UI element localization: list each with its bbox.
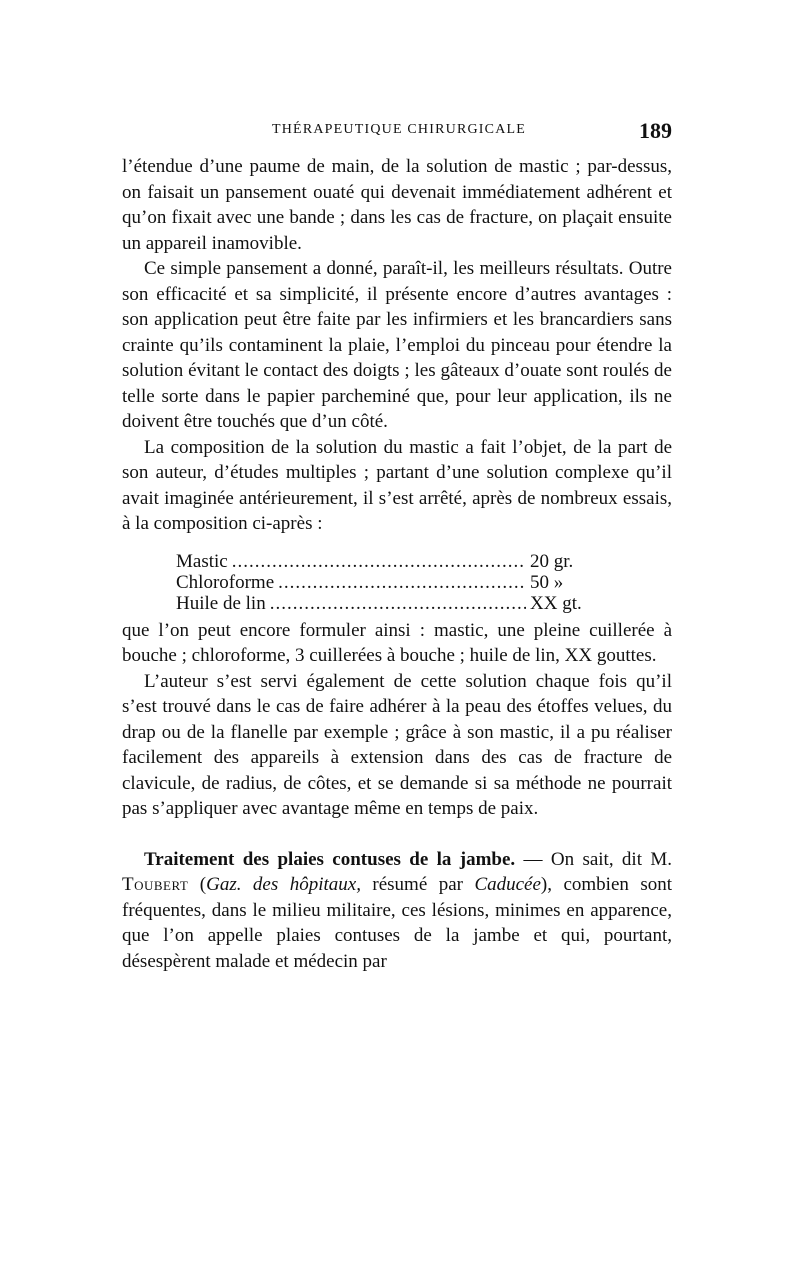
journal-title: Gaz. des hôpitaux, bbox=[206, 874, 361, 895]
recipe-quantity: XX gt. bbox=[530, 592, 582, 614]
recipe-ingredient: Huile de lin bbox=[176, 592, 266, 614]
paragraph-4: que l’on peut encore formuler ainsi : mastic, une pleine cuillerée à bouche ; chloroforme, 3 cuillerées à bouche ; huile de lin, XX gouttes. bbox=[122, 619, 672, 666]
recipe-quantity: 50 » bbox=[530, 571, 564, 593]
recipe-ingredient: Chloroforme bbox=[176, 571, 275, 593]
section-text: ), combien sont fréquentes, dans le milieu militaire, ces lésions, minimes en apparence, que l’on appelle plaies contuses de la jambe et qui, pourtant, désespèrent malade et médecin par bbox=[122, 874, 672, 972]
paragraph-1: l’étendue d’une paume de main, de la solution de mastic ; par-dessus, on faisait un pansement ouaté qui devenait immédiatement adhérent et qu’on fixait avec une bande ; dans les cas de fracture, on plaçait ensuite un appareil inamovible. bbox=[122, 156, 672, 254]
recipe-list bbox=[176, 551, 586, 614]
paragraph-3: La composition de la solution du mastic a fait l’objet, de la part de son auteur, d’études multiples ; partant d’une solution complexe qu’il avait imaginée antérieurement, il s’est arrêté, après de nombreux essais, à la composition ci-après : bbox=[122, 436, 672, 534]
book-page bbox=[122, 118, 672, 974]
dot-leader bbox=[232, 551, 526, 572]
section-text: — On sait, dit M. bbox=[515, 848, 672, 870]
paragraph-2: Ce simple pansement a donné, paraît-il, les meilleurs résultats. Outre son efficacité et sa simplicité, il présente encore d’autres avantages : son application peut être faite par les infirmiers et les brancardiers sans crainte qu’ils contaminent la plaie, l’emploi du pinceau pour étendre la solution évitant le contact des doigts ; les gâteaux d’ouate sont roulés de telle sorte dans le papier parcheminé que, pour leur application, ils ne doivent être touchés que d’un côté. bbox=[122, 258, 672, 432]
running-title: THÉRAPEUTIQUE CHIRURGICALE bbox=[272, 122, 527, 137]
running-head bbox=[122, 118, 672, 148]
section-paragraph bbox=[122, 847, 672, 975]
recipe-row bbox=[176, 551, 586, 572]
section-text: résumé par bbox=[360, 874, 475, 895]
recipe-ingredient: Mastic bbox=[176, 550, 228, 572]
section-spacer bbox=[122, 822, 672, 847]
section-text: ( bbox=[188, 874, 207, 895]
page-number: 189 bbox=[639, 118, 672, 143]
paragraph-5: L’auteur s’est servi également de cette solution chaque fois qu’il s’est trouvé dans le cas de faire adhérer à la peau des étoffes velues, du drap ou de la flanelle par exemple ; grâce à son mastic, il a pu réaliser facilement des appareils à extension dans des cas de fracture de clavicule, de radius, de côtes, et se demande si sa méthode ne pourrait pas s’appliquer avec avantage même en temps de paix. bbox=[122, 670, 672, 819]
recipe-row bbox=[176, 593, 586, 614]
dot-leader bbox=[278, 572, 526, 593]
summarizer-title: Caducée bbox=[474, 874, 541, 895]
author-name: Toubert bbox=[122, 874, 189, 895]
section-heading: Traitement des plaies contuses de la jambe. bbox=[144, 848, 516, 870]
dot-leader bbox=[270, 593, 526, 614]
recipe-row bbox=[176, 572, 586, 593]
recipe-quantity: 20 gr. bbox=[530, 550, 574, 572]
